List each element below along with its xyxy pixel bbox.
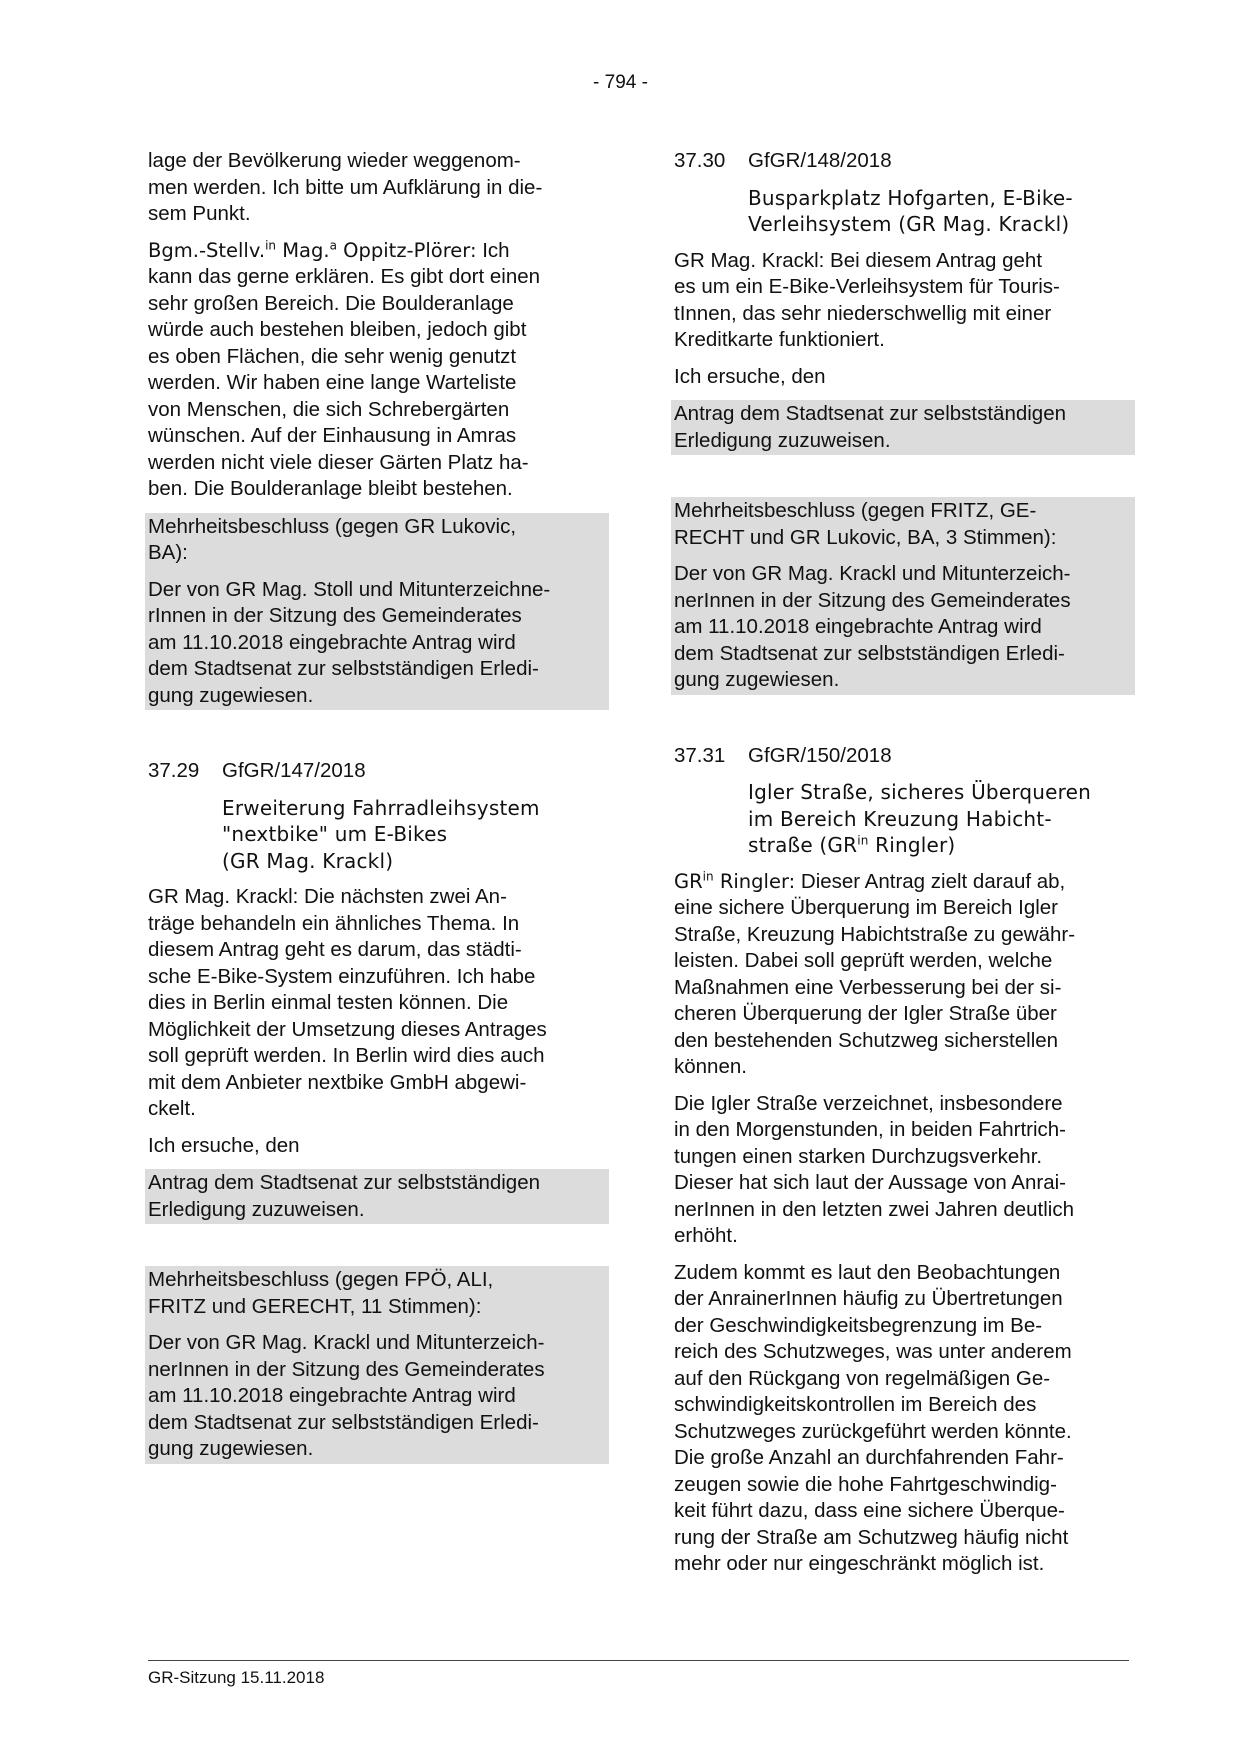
item-id: GfGR/148/2018 xyxy=(748,149,892,172)
footer-divider xyxy=(148,1660,1129,1661)
right-column xyxy=(674,148,1132,1588)
request-text: Antrag dem Stadtsenat zur selbstständigen Erledigung zuzuweisen. xyxy=(674,402,1067,452)
decision-box-1 xyxy=(145,513,609,711)
request-box xyxy=(671,400,1135,455)
item-id: GfGR/147/2018 xyxy=(222,759,366,782)
item-number: 37.31 xyxy=(674,743,726,767)
item-text-3: Zudem kommt es laut den Beobachtungen der AnrainerInnen häufig zu Übertretungen der Geschwindigkeitsbegrenzung im Be- reich des Schutzweges, was unter anderem auf den Rückgang von regelmäßigen Ge- schwindigkeitskontrollen im Bereich des Schutzweges zurückgeführt werden könnte. Die große Anzahl an durchfahrenden Fahr- zeugen sowie die hohe Fahrtgeschwindig- keit führt dazu, dass eine sichere Überque- rung der Straße am Schutzweg häufig nicht mehr oder nur eingeschränkt möglich ist. xyxy=(674,1260,1072,1575)
item-text: $GR^{in}$ Ringler: Dieser Antrag zielt darauf ab, eine sichere Überquerung im Bereich Igler Straße, Kreuzung Habichtstraße zu gewähr- leisten. Dabei soll geprüft werden, welche Maßnahmen eine Verbesserung bei der si- cheren Überquerung der Igler Straße über den bestehenden Schutzweg sicherstellen können. xyxy=(674,869,1076,1078)
decision-heading: Mehrheitsbeschluss (gegen GR Lukovic, BA): xyxy=(148,514,517,564)
decision-heading: Mehrheitsbeschluss (gegen FPÖ, ALI, FRITZ und GERECHT, 11 Stimmen): xyxy=(148,1268,494,1318)
item-text-2: Die Igler Straße verzeichnet, insbesondere in den Morgenstunden, in beiden Fahrtrich- tungen einen starken Durchzugsverkehr. Dieser hat sich laut der Aussage von Anrai- nerInnen in den letzten zwei Jahren deutlich erhöht. xyxy=(674,1091,1075,1247)
left-column xyxy=(148,148,606,1464)
item-id: GfGR/150/2018 xyxy=(748,743,892,767)
item-subject: Erweiterung Fahrradleihsystem "nextbike" um E-Bikes (GR Mag. Krackl) xyxy=(222,795,540,873)
decision-heading: Mehrheitsbeschluss (gegen FRITZ, GE- RECHT und GR Lukovic, BA, 3 Stimmen): xyxy=(674,499,1057,549)
item-number: 37.30 xyxy=(674,149,726,172)
continued-paragraph: lage der Bevölkerung wieder weggenom- men werden. Ich bitte um Aufklärung in die- sem Punkt. xyxy=(148,149,543,225)
item-number: 37.29 xyxy=(148,759,200,782)
request-intro: Ich ersuche, den xyxy=(674,364,826,388)
decision-body: Der von GR Mag. Krackl und Mitunterzeich- nerInnen in der Sitzung des Gemeinderates am 11.10.2018 eingebrachte Antrag wird dem Stadtsenat zur selbstständigen Erledi- gung zugewiesen. xyxy=(674,562,1071,691)
request-intro: Ich ersuche, den xyxy=(148,1133,300,1157)
decision-body: Der von GR Mag. Krackl und Mitunterzeich- nerInnen in der Sitzung des Gemeinderates am 11.10.2018 eingebrachte Antrag wird dem Stadtsenat zur selbstständigen Erledi- gung zugewiesen. xyxy=(148,1331,545,1460)
page-number: - 794 - xyxy=(593,72,648,93)
speaker-name: Bgm.-Stellv.$^{in}$ Mag.$^a$ Oppitz-Plörer: xyxy=(148,238,477,262)
decision-box-3 xyxy=(671,497,1135,695)
footer: GR-Sitzung 15.11.2018 xyxy=(148,1668,325,1687)
request-text: Antrag dem Stadtsenat zur selbstständigen Erledigung zuzuweisen. xyxy=(148,1171,541,1221)
answer-paragraph: Bgm.-Stellv.$^{in}$ Mag.$^a$ Oppitz-Plörer: Ich kann das gerne erklären. Es gibt dort einen sehr großen Bereich. Die Boulderanlage würde auch bestehen bleiben, jedoch gibt es oben Flächen, die sehr wenig genutzt werden. Wir haben eine lange Warteliste von Menschen, die sich Schrebergärten wünschen. Auf der Einhausung in Amras werden nicht viele dieser Gärten Platz ha- ben. Die Boulderanlage bleibt bestehen. xyxy=(148,238,541,500)
item-heading-37-29 xyxy=(148,758,606,785)
item-text: GR Mag. Krackl: Bei diesem Antrag geht es um ein E-Bike-Verleihsystem für Touris- tInnen, das sehr niederschwellig mit einer Kreditkarte funktioniert. xyxy=(674,248,1060,351)
request-box xyxy=(145,1169,609,1224)
item-heading-37-30 xyxy=(674,148,1132,175)
item-subject: Busparkplatz Hofgarten, E-Bike- Verleihsystem (GR Mag. Krackl) xyxy=(748,185,1073,236)
item-text: GR Mag. Krackl: Die nächsten zwei An- träge behandeln ein ähnliches Thema. In diesem Antrag geht es darum, das städti- sche E-Bike-System einzuführen. Ich habe dies in Berlin einmal testen können. Die Möglichkeit der Umsetzung dieses Antrages soll geprüft werden. In Berlin wird dies auch mit dem Anbieter nextbike GmbH abgewi- ckelt. xyxy=(148,885,547,1120)
item-subject: Igler Straße, sicheres Überqueren im Bereich Kreuzung Habicht- straße ($GR^{in}$ Ringler) xyxy=(748,780,1092,857)
speaker-name: $GR^{in}$ Ringler: xyxy=(674,869,796,893)
decision-body: Der von GR Mag. Stoll und Mitunterzeichne- rInnen in der Sitzung des Gemeinderates am 11.10.2018 eingebrachte Antrag wird dem Stadtsenat zur selbstständigen Erledi- gung zugewiesen. xyxy=(148,577,551,707)
item-heading-37-31 xyxy=(674,743,1132,770)
decision-box-2 xyxy=(145,1266,609,1464)
